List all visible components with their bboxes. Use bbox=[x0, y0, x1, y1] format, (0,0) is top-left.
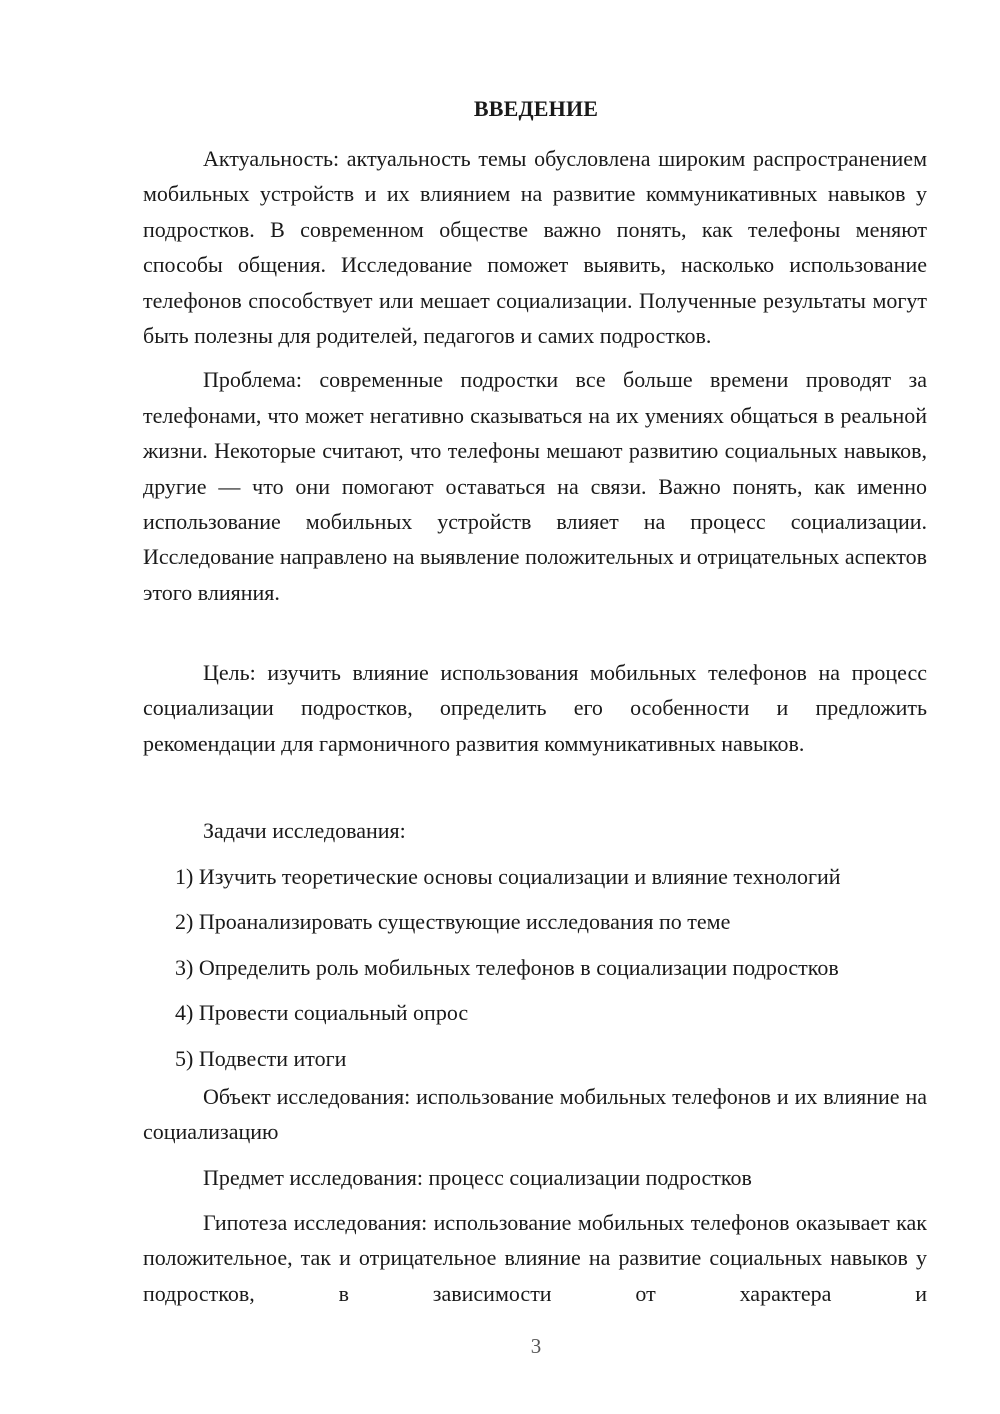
tasks-heading: Задачи исследования: bbox=[203, 818, 406, 843]
task-item: 4) Провести социальный опрос bbox=[175, 1000, 469, 1025]
intro-block bbox=[143, 141, 927, 610]
hypothesis-block bbox=[143, 1205, 927, 1311]
subject-block bbox=[143, 1160, 927, 1195]
task-item: 5) Подвести итоги bbox=[175, 1045, 347, 1071]
task-item: 1) Изучить теоретические основы социализации и влияние технологий bbox=[175, 863, 841, 889]
goal-block bbox=[143, 655, 927, 761]
tasks-block bbox=[143, 808, 927, 1081]
hypothesis-paragraph: Гипотеза исследования: использование мобильных телефонов оказывает как положительное, так и отрицательное влияние на развитие социальных навыков у подростков, в зависимости от характера и bbox=[143, 1210, 927, 1306]
goal-paragraph: Цель: изучить влияние использования мобильных телефонов на процесс социализации подростков, определить его особенности и предложить рекомендации для гармоничного развития коммуникативных навыков. bbox=[143, 660, 927, 756]
page-title: ВВЕДЕНИЕ bbox=[473, 96, 599, 121]
task-item: 3) Определить роль мобильных телефонов в социализации подростков bbox=[175, 954, 839, 980]
object-paragraph: Объект исследования: использование мобильных телефонов и их влияние на социализацию bbox=[143, 1084, 927, 1145]
object-block bbox=[143, 1079, 927, 1150]
problem-paragraph: Проблема: современные подростки все больше времени проводят за телефонами, что может негативно сказываться на их умениях общаться в реальной жизни. Некоторые считают, что телефоны мешают развитию социальных навыков, другие — что они помогают оставаться на связи. Важно понять, как именно использование мобильных устройств влияет на процесс социализации. Исследование направлено на выявление положительных и отрицательных аспектов этого влияния. bbox=[143, 367, 927, 605]
subject-paragraph: Предмет исследования: процесс социализации подростков bbox=[203, 1165, 752, 1190]
task-item: 2) Проанализировать существующие исследования по теме bbox=[175, 909, 731, 934]
page-number: 3 bbox=[530, 1334, 542, 1358]
relevance-paragraph: Актуальность: актуальность темы обусловлена широким распространением мобильных устройств и их влиянием на развитие коммуникативных навыков у подростков. В современном обществе важно понять, как телефоны меняют способы общения. Исследование поможет выявить, насколько использование телефонов способствует или мешает социализации. Полученные результаты могут быть полезны для родителей, педагогов и самих подростков. bbox=[143, 146, 927, 349]
